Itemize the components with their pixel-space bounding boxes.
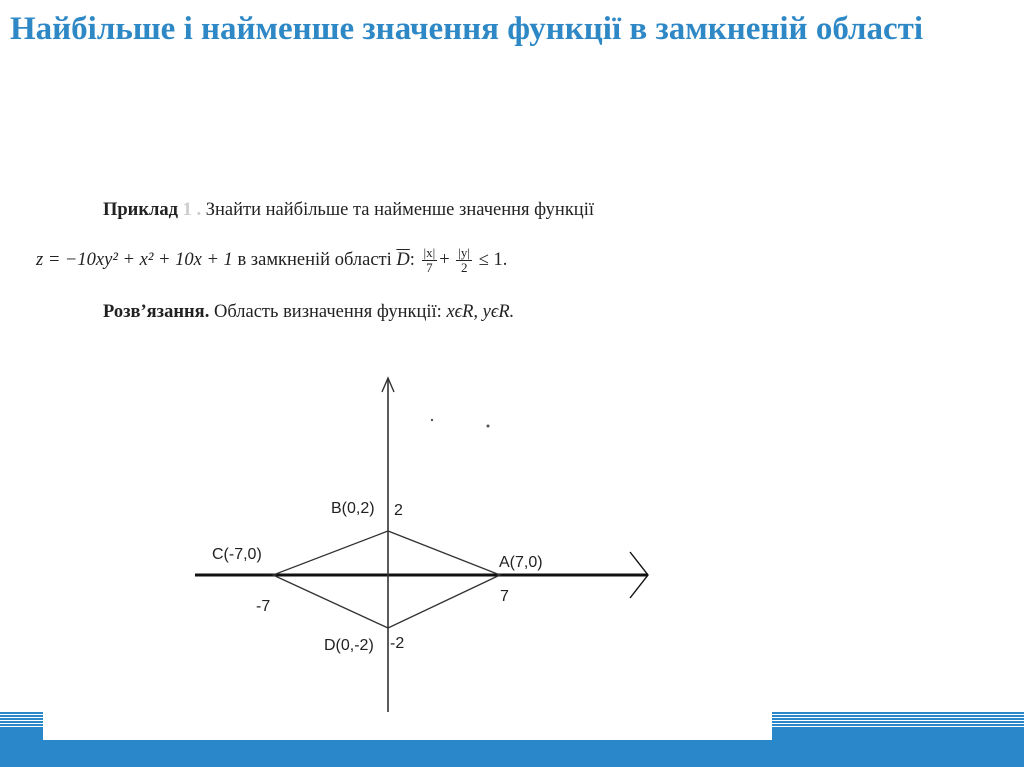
tick-y-pos: 2 [394, 502, 403, 519]
fraction-y-denominator: 2 [460, 260, 468, 275]
example-label: Приклад [103, 200, 178, 220]
point-d-label: D(0,-2) [324, 637, 374, 654]
example-task: Знайти найбільше та найменше значення функції [205, 200, 594, 220]
domain-x: xϵR, [446, 302, 479, 322]
point-b-label: B(0,2) [331, 500, 375, 517]
function-formula: z = −10xy² + x² + 10x + 1 [36, 249, 233, 270]
rhombus-region [273, 531, 500, 628]
slide-title: Найбільше і найменше значення функції в замкненій області [10, 11, 924, 47]
tick-y-neg: -2 [390, 635, 405, 652]
solution-text: Область визначення функції: [213, 302, 442, 322]
domain-y: yϵR. [482, 302, 515, 322]
region-symbol: $\overline{D}$ [396, 249, 410, 270]
point-a-label: A(7,0) [499, 554, 543, 571]
tick-x-pos: 7 [500, 588, 509, 605]
fraction-x-numerator: |x| [423, 245, 436, 260]
speck [431, 419, 433, 421]
inequality-tail: ≤ 1. [478, 249, 508, 270]
solution-label: Розв’язання. [103, 302, 210, 322]
region-text: в замкненій області [237, 249, 392, 270]
speck [487, 425, 490, 428]
point-c-label: C(-7,0) [212, 546, 262, 563]
fraction-x-denominator: 7 [426, 260, 433, 275]
tick-x-neg: -7 [256, 598, 271, 615]
fraction-y-numerator: |y| [458, 245, 471, 260]
example-number: 1 . [182, 200, 202, 220]
function-line: z = −10xy² + x² + 10x + 1 в замкненій області $\overline{D}$: $\frac{|x|}{7}$ + $\frac{|y|}{2}$ ≤ 1. [36, 245, 508, 275]
